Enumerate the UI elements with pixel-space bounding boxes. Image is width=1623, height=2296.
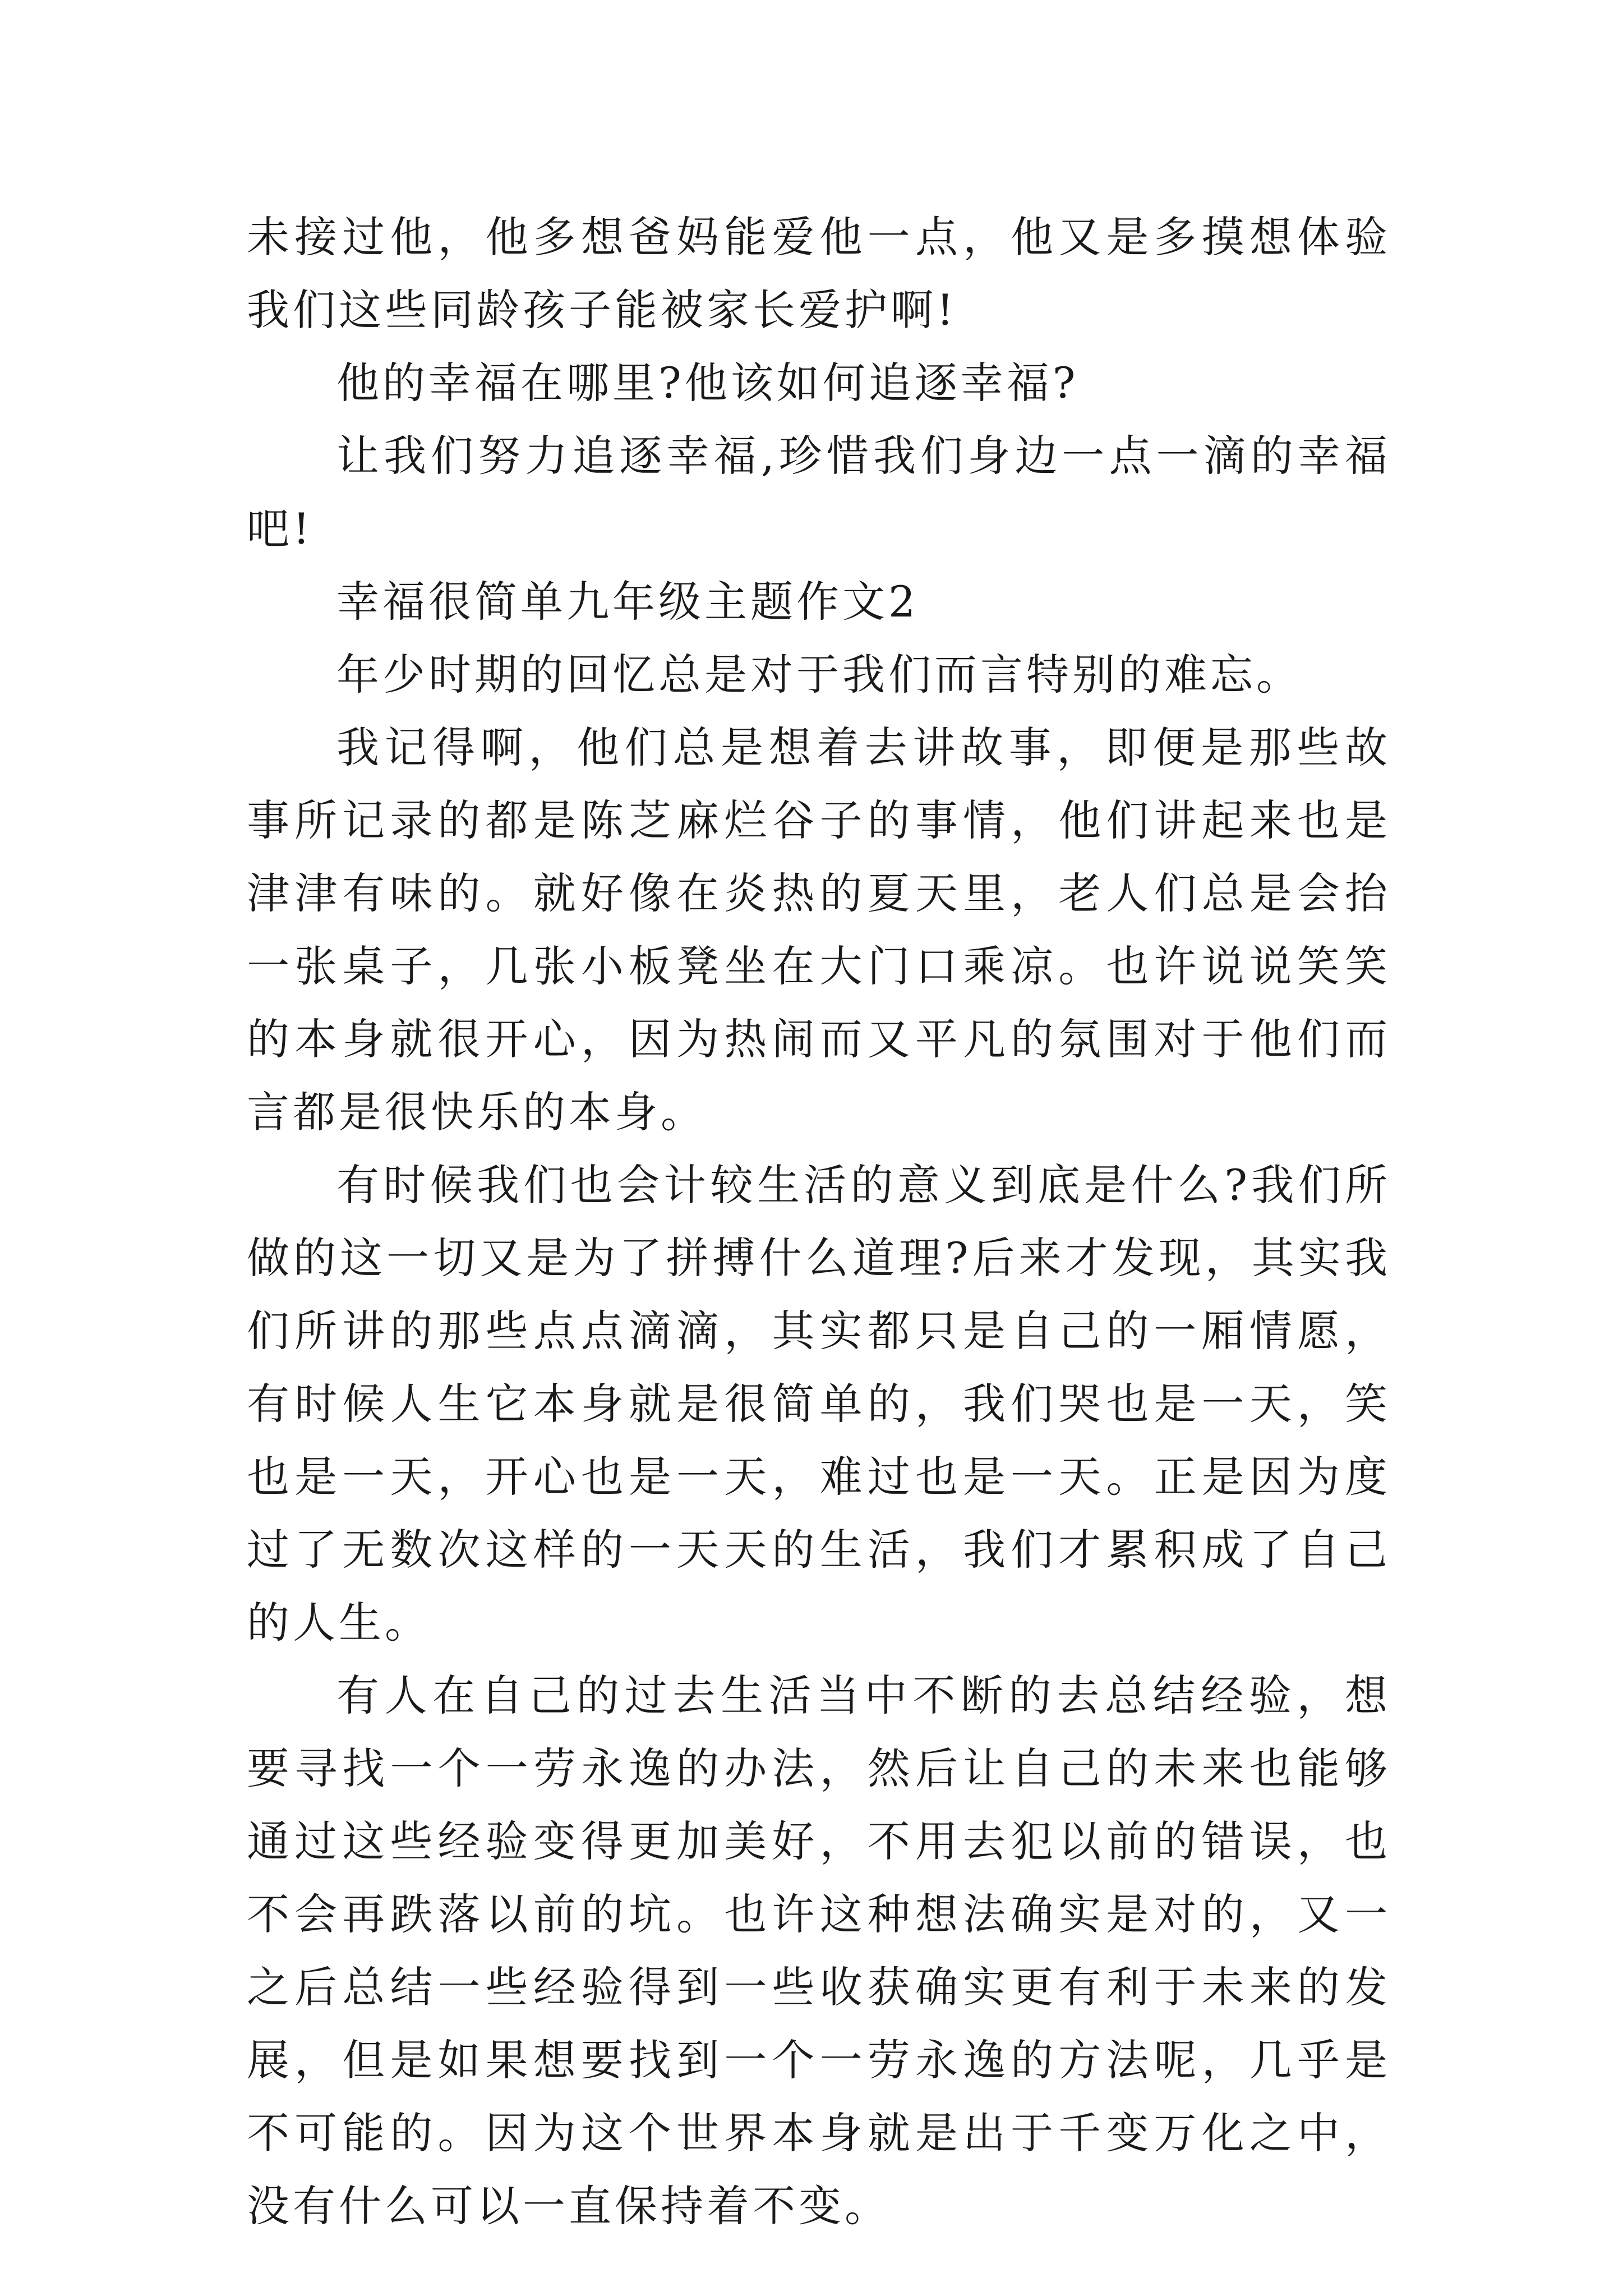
paragraph-exhortation: 让我们努力追逐幸福,珍惜我们身边一点一滴的幸福吧! bbox=[247, 431, 1391, 554]
document-body bbox=[247, 201, 1391, 2243]
paragraph-meaning-of-life: 有时候我们也会计较生活的意义到底是什么?我们所做的这一切又是为了拼搏什么道理?后来才发现，其实我们所讲的那些点点滴滴，其实都只是自己的一厢情愿，有时候人生它本身就是很简单的，我们哭也是一天，笑也是一天，开心也是一天，难过也是一天。正是因为度过了无数次这样的一天天的生活，我们才累积成了自己的人生。 bbox=[247, 1160, 1391, 1648]
paragraph-storytelling: 我记得啊，他们总是想着去讲故事，即便是那些故事所记录的都是陈芝麻烂谷子的事情，他们讲起来也是津津有味的。就好像在炎热的夏天里，老人们总是会抬一张桌子，几张小板凳坐在大门口乘凉。也许说说笑笑的本身就很开心，因为热闹而又平凡的氛围对于他们而言都是很快乐的本身。 bbox=[247, 723, 1391, 1137]
paragraph-question: 他的幸福在哪里?他该如何追逐幸福? bbox=[336, 358, 1079, 408]
paragraph-intro: 年少时期的回忆总是对于我们而言特别的难忘。 bbox=[336, 650, 1302, 700]
essay-title: 幸福很简单九年级主题作文2 bbox=[336, 577, 919, 627]
paragraph-experience: 有人在自己的过去生活当中不断的去总结经验，想要寻找一个一劳永逸的办法，然后让自己的未来也能够通过这些经验变得更加美好，不用去犯以前的错误，也不会再跌落以前的坑。也许这种想法确实是对的，又一之后总结一些经验得到一些收获确实更有利于未来的发展，但是如果想要找到一个一劳永逸的方法呢，几乎是不可能的。因为这个世界本身就是出于千变万化之中，没有什么可以一直保持着不变。 bbox=[247, 1671, 1391, 2231]
paragraph-continued: 未接过他，他多想爸妈能爱他一点，他又是多摸想体验我们这些同龄孩子能被家长爱护啊! bbox=[247, 212, 1391, 335]
